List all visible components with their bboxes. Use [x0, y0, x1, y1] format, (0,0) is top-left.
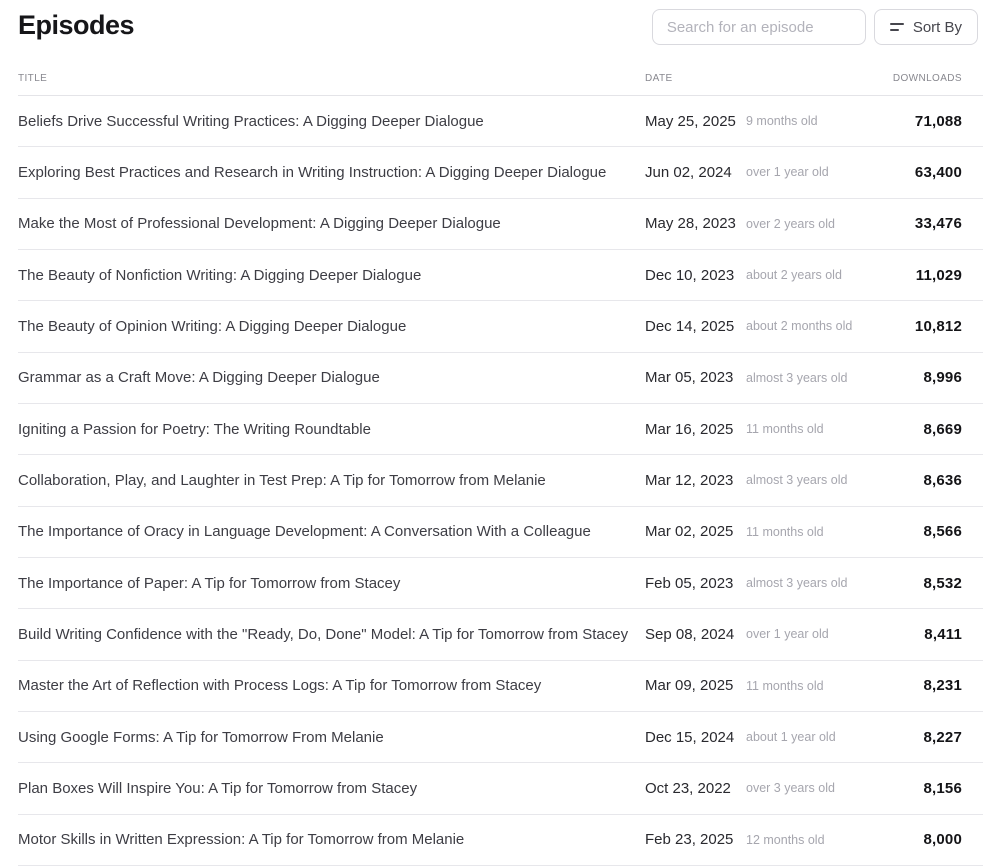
episode-row [18, 661, 983, 712]
episode-downloads: 8,156 [923, 779, 962, 797]
episode-downloads: 8,231 [923, 677, 962, 695]
episode-title-link[interactable]: The Beauty of Opinion Writing: A Digging Deeper Dialogue [18, 317, 407, 335]
episode-title-link[interactable]: Collaboration, Play, and Laughter in Test Prep: A Tip for Tomorrow from Melanie [18, 471, 546, 489]
episode-title-link[interactable]: Motor Skills in Written Expression: A Tip for Tomorrow from Melanie [18, 831, 465, 849]
header-controls [652, 9, 978, 45]
episode-age: over 3 years old [746, 781, 835, 796]
episode-title-link[interactable]: Make the Most of Professional Development: A Digging Deeper Dialogue [18, 215, 501, 233]
page-header [0, 0, 983, 62]
episode-downloads: 11,029 [915, 266, 962, 284]
episode-title-link[interactable]: Grammar as a Craft Move: A Digging Deeper Dialogue [18, 369, 380, 387]
episode-age: 11 months old [746, 422, 824, 437]
episode-date: Oct 23, 2022 [645, 779, 731, 797]
episode-date: Sep 08, 2024 [645, 625, 735, 643]
episode-title-link[interactable]: Igniting a Passion for Poetry: The Writing Roundtable [18, 420, 371, 438]
sort-by-label: Sort By [912, 18, 962, 36]
episode-downloads: 8,669 [923, 420, 962, 438]
episode-downloads: 63,400 [914, 163, 962, 181]
episode-date: Mar 02, 2025 [645, 523, 734, 541]
episode-age: 12 months old [746, 832, 825, 847]
episode-age: almost 3 years old [746, 473, 848, 488]
episode-date: May 25, 2025 [645, 112, 736, 130]
column-header-title: TITLE [18, 73, 48, 84]
episode-title-link[interactable]: Plan Boxes Will Inspire You: A Tip for Tomorrow from Stacey [18, 779, 418, 797]
episode-row [18, 353, 983, 404]
episode-date: Mar 09, 2025 [645, 677, 734, 695]
episode-age: about 1 year old [746, 730, 836, 745]
episode-downloads: 8,000 [923, 831, 962, 849]
episode-downloads: 10,812 [914, 317, 962, 335]
episode-table-body [18, 96, 983, 866]
episode-row [18, 609, 983, 660]
episode-row [18, 301, 983, 352]
page-title: Episodes [18, 10, 135, 40]
episode-title-link[interactable]: Build Writing Confidence with the "Ready, Do, Done" Model: A Tip for Tomorrow from Stacey [18, 625, 629, 643]
episode-downloads: 8,566 [923, 523, 962, 541]
episode-date: Feb 05, 2023 [645, 574, 734, 592]
episode-downloads: 33,476 [914, 215, 962, 233]
episode-date: May 28, 2023 [645, 215, 736, 233]
episode-title-link[interactable]: Exploring Best Practices and Research in Writing Instruction: A Digging Deeper Dialogue [18, 163, 607, 181]
episode-age: 11 months old [746, 678, 824, 693]
column-header-downloads: DOWNLOADS [892, 73, 962, 84]
episode-row [18, 96, 983, 147]
sort-lines-icon [890, 22, 904, 32]
episode-row [18, 404, 983, 455]
episode-row [18, 763, 983, 814]
episode-date: Mar 16, 2025 [645, 420, 734, 438]
episode-title-link[interactable]: The Importance of Oracy in Language Development: A Conversation With a Colleague [18, 523, 591, 541]
episode-downloads: 8,636 [923, 471, 962, 489]
episode-age: almost 3 years old [746, 370, 848, 385]
episode-date: Feb 23, 2025 [645, 831, 734, 849]
episode-row [18, 199, 983, 250]
episode-age: about 2 months old [746, 319, 853, 334]
table-header-row [18, 62, 983, 96]
column-header-date: DATE [645, 73, 673, 84]
episode-age: over 2 years old [746, 216, 835, 231]
episode-age: 9 months old [746, 114, 818, 129]
episode-title-link[interactable]: The Importance of Paper: A Tip for Tomorrow from Stacey [18, 574, 401, 592]
episode-downloads: 8,411 [924, 625, 962, 643]
episode-age: about 2 years old [746, 268, 842, 283]
episodes-table [18, 62, 983, 866]
sort-by-button[interactable] [874, 9, 978, 45]
episode-title-link[interactable]: The Beauty of Nonfiction Writing: A Digging Deeper Dialogue [18, 266, 422, 284]
episode-age: over 1 year old [746, 165, 829, 180]
episode-date: Jun 02, 2024 [645, 163, 732, 181]
episode-date: Dec 10, 2023 [645, 266, 735, 284]
episode-downloads: 71,088 [914, 112, 962, 130]
episode-row [18, 507, 983, 558]
episode-date: Mar 05, 2023 [645, 369, 734, 387]
episode-title-link[interactable]: Using Google Forms: A Tip for Tomorrow From Melanie [18, 728, 384, 746]
episode-age: 11 months old [746, 524, 824, 539]
episode-date: Dec 14, 2025 [645, 317, 735, 335]
episode-downloads: 8,532 [923, 574, 962, 592]
episode-row [18, 712, 983, 763]
search-input[interactable] [652, 9, 866, 45]
episode-row [18, 250, 983, 301]
episode-downloads: 8,227 [923, 728, 962, 746]
episode-age: over 1 year old [746, 627, 829, 642]
episode-row [18, 558, 983, 609]
episode-row [18, 455, 983, 506]
episode-date: Dec 15, 2024 [645, 728, 735, 746]
episode-title-link[interactable]: Master the Art of Reflection with Process Logs: A Tip for Tomorrow from Stacey [18, 677, 542, 695]
episode-row [18, 147, 983, 198]
episode-downloads: 8,996 [923, 369, 962, 387]
episode-title-link[interactable]: Beliefs Drive Successful Writing Practices: A Digging Deeper Dialogue [18, 112, 484, 130]
episode-date: Mar 12, 2023 [645, 471, 734, 489]
episode-age: almost 3 years old [746, 576, 848, 591]
episode-row [18, 815, 983, 866]
